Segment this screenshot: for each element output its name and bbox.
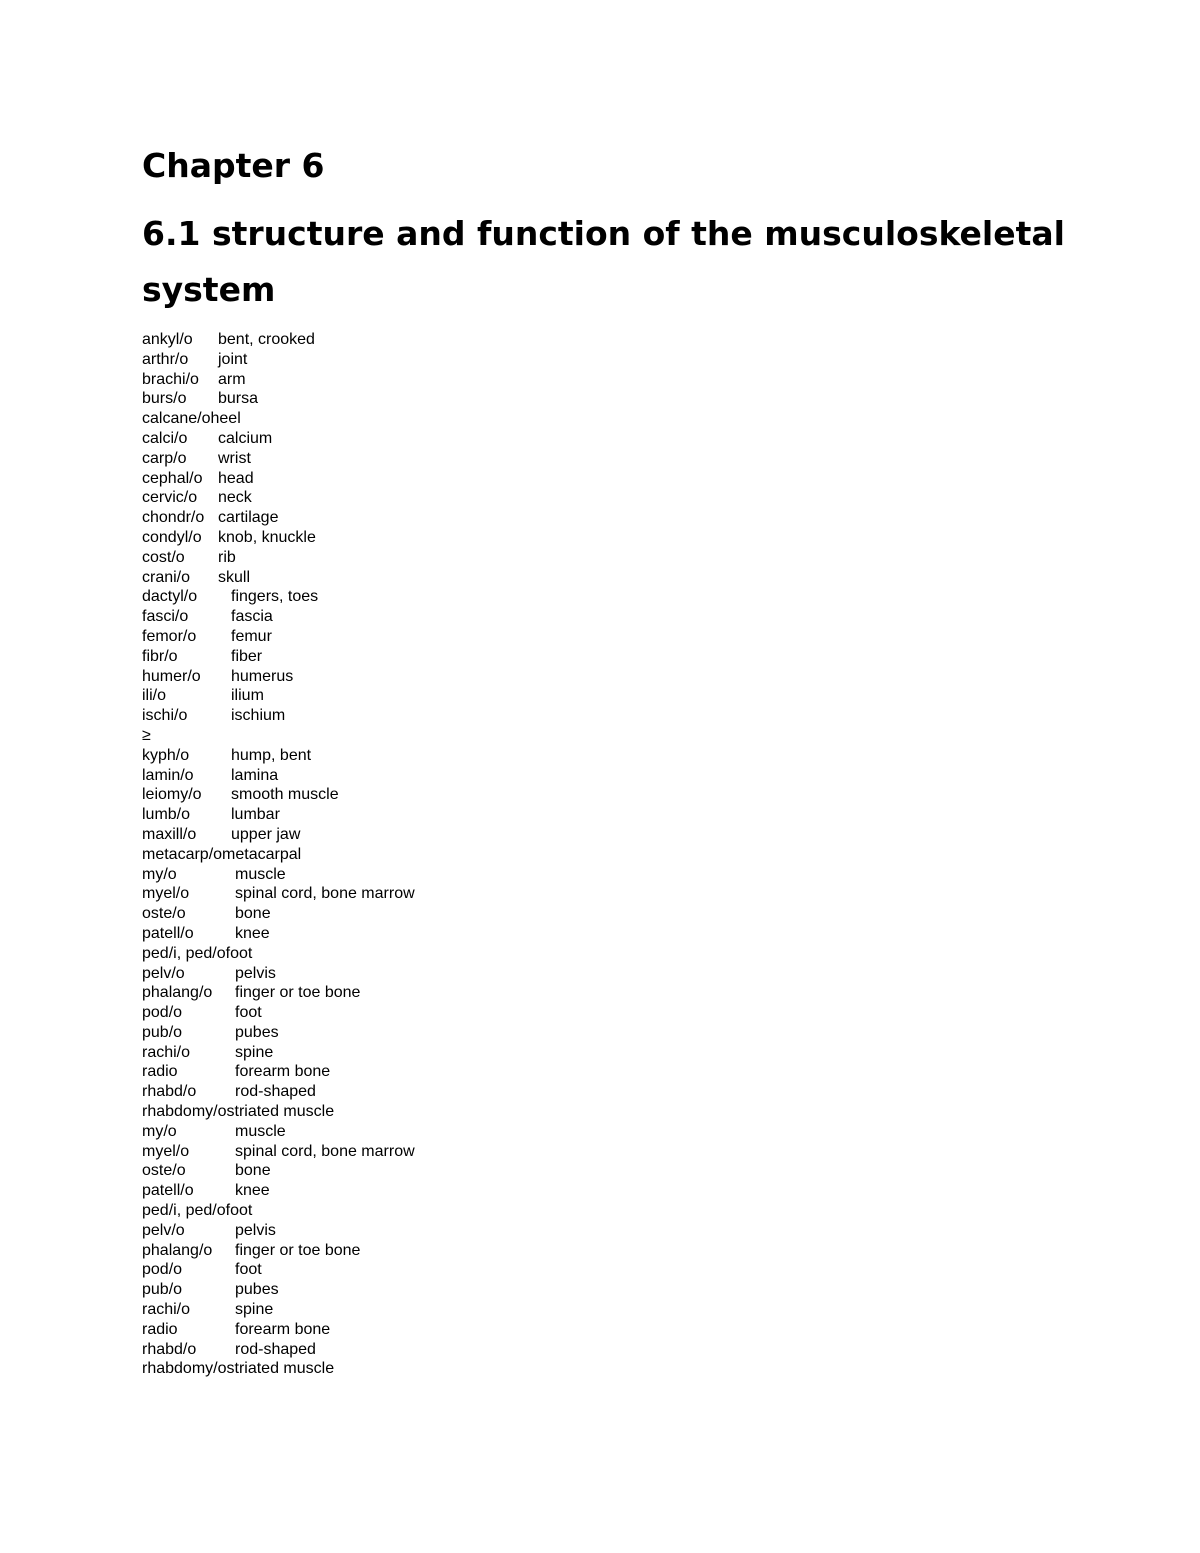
term-row <box>142 1300 1102 1320</box>
term-root: oste/o <box>142 905 186 923</box>
term-row <box>142 548 1102 568</box>
term-root: pub/o <box>142 1281 183 1299</box>
term-root: cost/o <box>142 548 185 566</box>
term-root: carp/o <box>142 449 187 467</box>
term-row <box>142 1359 1102 1379</box>
term-root: brachi/o <box>142 370 199 388</box>
term-root: burs/o <box>142 390 187 408</box>
term-definition: skull <box>218 568 251 586</box>
term-definition: pubes <box>235 1281 279 1299</box>
term-root: phalang/o <box>142 1241 213 1259</box>
term-definition: heel <box>210 410 241 428</box>
term-list <box>142 330 1102 1379</box>
term-root: kyph/o <box>142 746 190 764</box>
term-definition: bent, crooked <box>218 331 315 348</box>
term-root: pod/o <box>142 1261 183 1279</box>
term-definition: pelvis <box>235 964 276 982</box>
term-definition: striated muscle <box>226 1360 335 1378</box>
term-row <box>142 488 1102 508</box>
term-root: rachi/o <box>142 1043 191 1061</box>
term-definition: fiber <box>231 647 263 665</box>
term-row <box>142 667 1102 687</box>
term-definition: rod-shaped <box>235 1340 316 1358</box>
term-row <box>142 647 1102 667</box>
section-title: 6.1 structure and function of the musculoskeletal system <box>142 214 1065 309</box>
term-row <box>142 845 1102 865</box>
term-root: metacarp/o <box>142 845 223 863</box>
term-root: ≥ <box>142 726 151 744</box>
term-root: fasci/o <box>142 608 189 626</box>
term-root: humer/o <box>142 667 201 685</box>
term-definition: ilium <box>231 687 264 705</box>
term-row <box>142 1102 1102 1122</box>
term-row <box>142 924 1102 944</box>
term-root: ped/i, ped/o <box>142 1202 226 1220</box>
term-row <box>142 865 1102 885</box>
term-row <box>142 627 1102 647</box>
term-root: ili/o <box>142 687 167 705</box>
term-row <box>142 528 1102 548</box>
term-root: ischi/o <box>142 707 188 725</box>
document-page <box>142 140 1102 1379</box>
term-definition: knee <box>235 924 270 942</box>
term-root: pelv/o <box>142 1221 185 1239</box>
term-definition: bone <box>235 1162 271 1180</box>
term-definition: spinal cord, bone marrow <box>235 1142 415 1160</box>
term-row <box>142 1320 1102 1340</box>
term-definition: finger or toe bone <box>235 984 361 1002</box>
term-row <box>142 587 1102 607</box>
term-definition: forearm bone <box>235 1320 331 1338</box>
term-definition: bursa <box>218 390 259 408</box>
term-root: rhabd/o <box>142 1340 197 1358</box>
term-root: myel/o <box>142 885 190 903</box>
term-definition: foot <box>225 1202 253 1220</box>
chapter-title: Chapter 6 <box>142 146 325 185</box>
term-row <box>142 964 1102 984</box>
term-row <box>142 805 1102 825</box>
term-definition: foot <box>235 1261 262 1279</box>
term-row <box>142 825 1102 845</box>
term-row <box>142 1142 1102 1162</box>
term-row <box>142 1280 1102 1300</box>
term-row <box>142 1241 1102 1261</box>
term-definition: rod-shaped <box>235 1083 316 1101</box>
term-root: radio <box>142 1320 178 1338</box>
term-row <box>142 330 1102 350</box>
term-row <box>142 686 1102 706</box>
term-definition: lamina <box>231 766 279 784</box>
term-row <box>142 370 1102 390</box>
term-root: ped/i, ped/o <box>142 944 226 962</box>
term-root: patell/o <box>142 924 194 942</box>
term-row <box>142 389 1102 409</box>
term-row <box>142 1043 1102 1063</box>
term-row <box>142 429 1102 449</box>
term-definition: knee <box>235 1182 270 1200</box>
term-definition: spinal cord, bone marrow <box>235 885 415 903</box>
term-definition: upper jaw <box>231 825 301 843</box>
term-root: patell/o <box>142 1182 194 1200</box>
term-definition: femur <box>231 627 272 645</box>
term-row <box>142 1161 1102 1181</box>
term-definition: lumbar <box>231 806 280 824</box>
term-row <box>142 1181 1102 1201</box>
term-definition: head <box>218 469 254 487</box>
term-root: radio <box>142 1063 178 1081</box>
term-root: arthr/o <box>142 350 189 368</box>
term-definition: spine <box>235 1301 274 1319</box>
term-root: crani/o <box>142 568 191 586</box>
term-root: pod/o <box>142 1004 183 1022</box>
term-definition: fascia <box>231 608 273 626</box>
term-definition: cartilage <box>218 509 279 527</box>
term-row <box>142 469 1102 489</box>
term-definition: bone <box>235 905 271 923</box>
term-row <box>142 1201 1102 1221</box>
term-row <box>142 449 1102 469</box>
term-row <box>142 904 1102 924</box>
term-row <box>142 726 1102 746</box>
term-row <box>142 508 1102 528</box>
term-definition: knob, knuckle <box>218 528 316 546</box>
term-row <box>142 1122 1102 1142</box>
term-row <box>142 409 1102 429</box>
term-definition: foot <box>235 1004 262 1022</box>
term-definition: rib <box>218 548 236 566</box>
term-definition: pubes <box>235 1023 279 1041</box>
term-root: phalang/o <box>142 984 213 1002</box>
term-definition: smooth muscle <box>231 786 339 804</box>
term-row <box>142 1340 1102 1360</box>
term-definition: striated muscle <box>226 1103 335 1121</box>
term-root: dactyl/o <box>142 588 198 606</box>
term-root: my/o <box>142 865 177 883</box>
term-row <box>142 785 1102 805</box>
term-root: rhabdomy/o <box>142 1360 227 1378</box>
term-root: cervic/o <box>142 489 198 507</box>
term-definition: hump, bent <box>231 746 312 764</box>
term-root: myel/o <box>142 1142 190 1160</box>
term-definition: humerus <box>231 667 294 685</box>
term-definition: metacarpal <box>222 845 302 863</box>
term-definition: calcium <box>218 429 273 447</box>
term-root: maxill/o <box>142 825 197 843</box>
term-root: lumb/o <box>142 806 191 824</box>
term-root: rhabdomy/o <box>142 1103 227 1121</box>
term-definition: finger or toe bone <box>235 1241 361 1259</box>
term-root: rachi/o <box>142 1301 191 1319</box>
term-root: fibr/o <box>142 647 178 665</box>
term-row <box>142 766 1102 786</box>
term-row <box>142 1082 1102 1102</box>
term-root: rhabd/o <box>142 1083 197 1101</box>
term-definition: muscle <box>235 1122 286 1140</box>
term-root: pelv/o <box>142 964 185 982</box>
term-root: calci/o <box>142 429 188 447</box>
term-definition: spine <box>235 1043 274 1061</box>
term-root: condyl/o <box>142 528 202 546</box>
term-root: ankyl/o <box>142 331 193 348</box>
term-definition: neck <box>218 489 252 507</box>
term-row <box>142 1221 1102 1241</box>
term-row <box>142 1023 1102 1043</box>
term-definition: forearm bone <box>235 1063 331 1081</box>
term-row <box>142 1062 1102 1082</box>
term-definition: fingers, toes <box>231 588 319 606</box>
term-definition: arm <box>218 370 246 388</box>
term-root: femor/o <box>142 627 197 645</box>
term-root: my/o <box>142 1122 177 1140</box>
term-root: chondr/o <box>142 509 205 527</box>
term-definition: wrist <box>218 449 251 467</box>
term-root: cephal/o <box>142 469 203 487</box>
term-row <box>142 983 1102 1003</box>
term-root: oste/o <box>142 1162 186 1180</box>
term-root: lamin/o <box>142 766 194 784</box>
term-row <box>142 1260 1102 1280</box>
term-row <box>142 350 1102 370</box>
term-root: leiomy/o <box>142 786 202 804</box>
term-definition: joint <box>218 350 248 368</box>
term-root: calcane/o <box>142 410 211 428</box>
term-definition: ischium <box>231 707 286 725</box>
term-row <box>142 944 1102 964</box>
term-row <box>142 706 1102 726</box>
term-definition: pelvis <box>235 1221 276 1239</box>
term-row <box>142 884 1102 904</box>
term-row <box>142 568 1102 588</box>
term-definition: foot <box>225 944 253 962</box>
term-definition: muscle <box>235 865 286 883</box>
term-row <box>142 607 1102 627</box>
term-row <box>142 746 1102 766</box>
term-root: pub/o <box>142 1023 183 1041</box>
term-row <box>142 1003 1102 1023</box>
